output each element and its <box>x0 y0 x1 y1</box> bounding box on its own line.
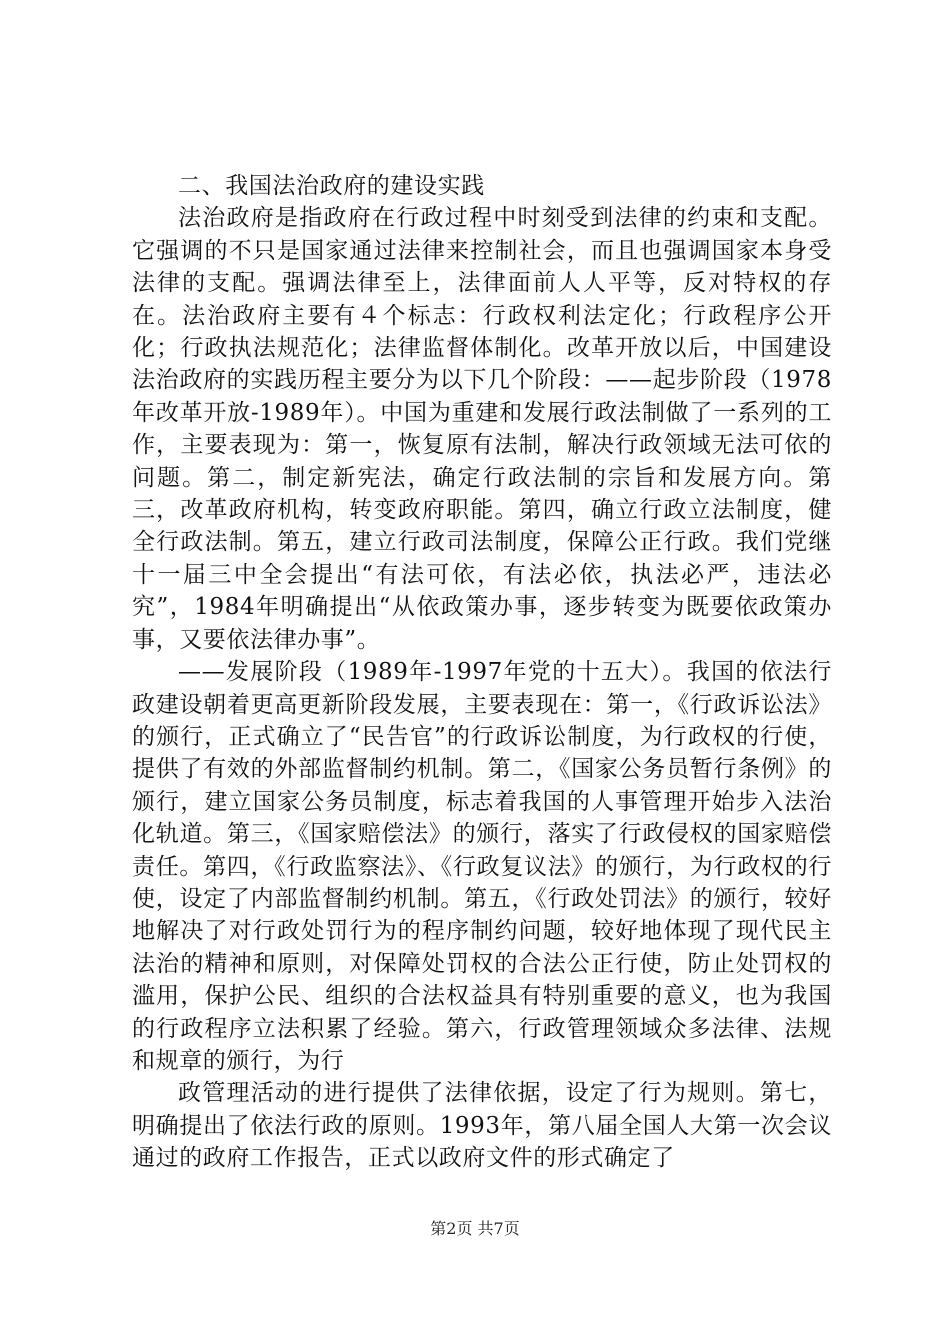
page-number-footer: 第2页 共7页 <box>430 1219 520 1238</box>
paragraph-3: 政管理活动的进行提供了法律依据，设定了行为规则。第七，明确提出了依法行政的原则。1993年，第八届全国人大第一次会议通过的政府工作报告，正式以政府文件的形式确定了 <box>132 1080 832 1172</box>
section-heading: 二、我国法治政府的建设实践 <box>178 173 485 199</box>
document-body <box>132 170 832 1175</box>
paragraph-2: ——发展阶段（1989年-1997年党的十五大）。我国的依法行政建设朝着更高更新阶段发展，主要表现在：第一，《行政诉讼法》的颁行，正式确立了“民告官”的行政诉讼制度，为行政权的行使，提供了有效的外部监督制约机制。第二，《国家公务员暂行条例》的颁行，建立国家公务员制度，标志着我国的人事管理开始步入法治化轨道。第三，《国家赔偿法》的颁行，落实了行政侵权的国家赔偿责任。第四，《行政监察法》、《行政复议法》的颁行，为行政权的行使，设定了内部监督制约机制。第五，《行政处罚法》的颁行，较好地解决了对行政处罚行为的程序制约问题，较好地体现了现代民主法治的精神和原则，对保障处罚权的合法公正行使，防止处罚权的滥用，保护公民、组织的合法权益具有特别重要的意义，也为我国的行政程序立法积累了经验。第六，行政管理领域众多法律、法规和规章的颁行，为行 <box>132 659 832 1074</box>
paragraph-1: 法治政府是指政府在行政过程中时刻受到法律的约束和支配。它强调的不只是国家通过法律来控制社会，而且也强调国家本身受法律的支配。强调法律至上，法律面前人人平等，反对特权的存在。法治政府主要有４个标志：行政权利法定化；行政程序公开化；行政执法规范化；法律监督体制化。改革开放以后，中国建设法治政府的实践历程主要分为以下几个阶段：——起步阶段（1978年改革开放-1989年）。中国为重建和发展行政法制做了一系列的工作，主要表现为：第一，恢复原有法制，解决行政领域无法可依的问题。第二，制定新宪法，确定行政法制的宗旨和发展方向。第三，改革政府机构，转变政府职能。第四，确立行政立法制度，健全行政法制。第五，建立行政司法制度，保障公正行政。我们党继十一届三中全会提出“有法可依，有法必依，执法必严，违法必究”，1984年明确提出“从依政策办事，逐步转变为既要依政策办事，又要依法律办事”。 <box>132 205 832 653</box>
